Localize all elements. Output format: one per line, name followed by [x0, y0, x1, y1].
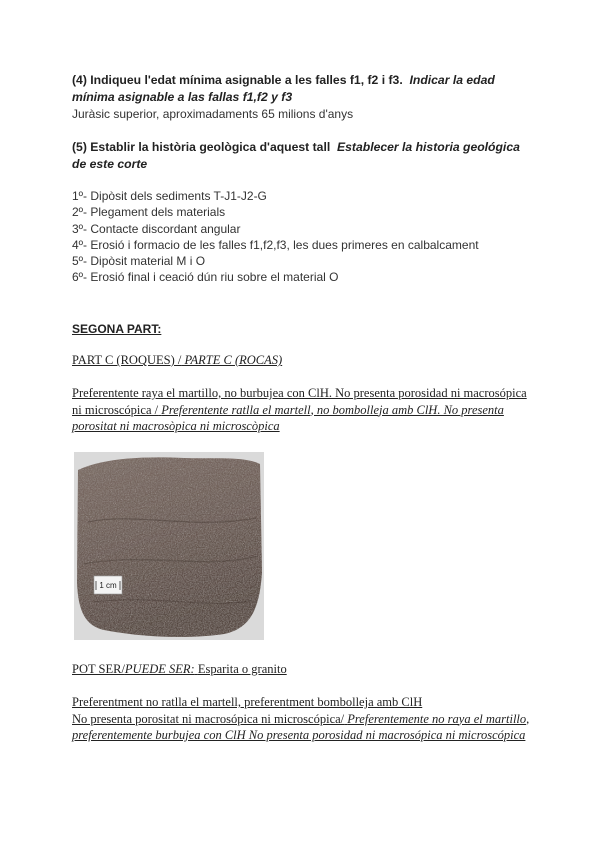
desc1-line2: ni microscópica / Preferentente ratlla el martell, no bombolleja amb ClH. No presenta	[72, 402, 504, 417]
list-item: 2º- Plegament dels materials	[72, 205, 226, 220]
question-4-heading-es-cont: mínima asignable a las fallas f1,f2 y f3	[72, 90, 293, 104]
list-item: 5º- Dipòsit material M i O	[72, 254, 206, 269]
question-4-answer: Juràsic superior, aproximadaments 65 milions d'anys	[72, 107, 354, 121]
rock-description-2	[72, 694, 552, 744]
desc2-line1: Preferentment no ratlla el martell, preferentment bombolleja amb ClH	[72, 695, 423, 709]
question-5-heading-es: Establecer la historia geológica	[337, 140, 520, 154]
section-title-segona-part: SEGONA PART:	[72, 322, 162, 336]
scale-bar-label: 1 cm	[99, 581, 117, 590]
part-c-ca: PART C (ROQUES) /	[72, 353, 182, 367]
question-4-heading	[72, 72, 532, 106]
question-5-heading-es-cont: de este corte	[72, 157, 148, 171]
pot-ser-value: Esparita o granito	[197, 662, 287, 676]
rock-sample-image	[74, 452, 264, 640]
list-item: 4º- Erosió i formacio de les falles f1,f2,f3, les dues primeres en calbalcament	[72, 237, 479, 252]
question-4-heading-es: Indicar la edad	[409, 73, 495, 87]
pot-ser-line	[72, 661, 532, 678]
desc1-line3: porositat ni macrosòpica ni microscòpica	[72, 419, 280, 433]
part-c-es: PARTE C (ROCAS)	[184, 353, 283, 367]
pot-ser-es: PUEDE SER:	[124, 662, 195, 676]
desc2-line2: No presenta porositat ni macrosópica ni microscópica/ Preferentemente no raya el martillo,	[72, 711, 530, 726]
question-5-heading	[72, 139, 532, 173]
question-4-heading-ca: (4) Indiqueu l'edat mínima asignable a les falles f1, f2 i f3.	[72, 73, 403, 87]
list-item: 1º- Dipòsit dels sediments T-J1-J2-G	[72, 189, 267, 203]
pot-ser-ca: POT SER/	[72, 662, 125, 676]
history-list	[72, 188, 532, 286]
list-item: 6º- Erosió final i ceació dún riu sobre el material O	[72, 270, 339, 285]
rock-description-1	[72, 385, 542, 435]
desc1-line1: Preferentente raya el martillo, no burbujea con ClH. No presenta porosidad ni macrosópica	[72, 386, 527, 400]
desc2-line3: preferentemente burbujea con ClH No presenta porosidad ni macrosópica ni microscópica	[72, 728, 526, 742]
list-item: 3º- Contacte discordant angular	[72, 221, 241, 236]
question-5-heading-ca: (5) Establir la història geològica d'aquest tall	[72, 140, 331, 154]
part-c-heading	[72, 352, 532, 369]
